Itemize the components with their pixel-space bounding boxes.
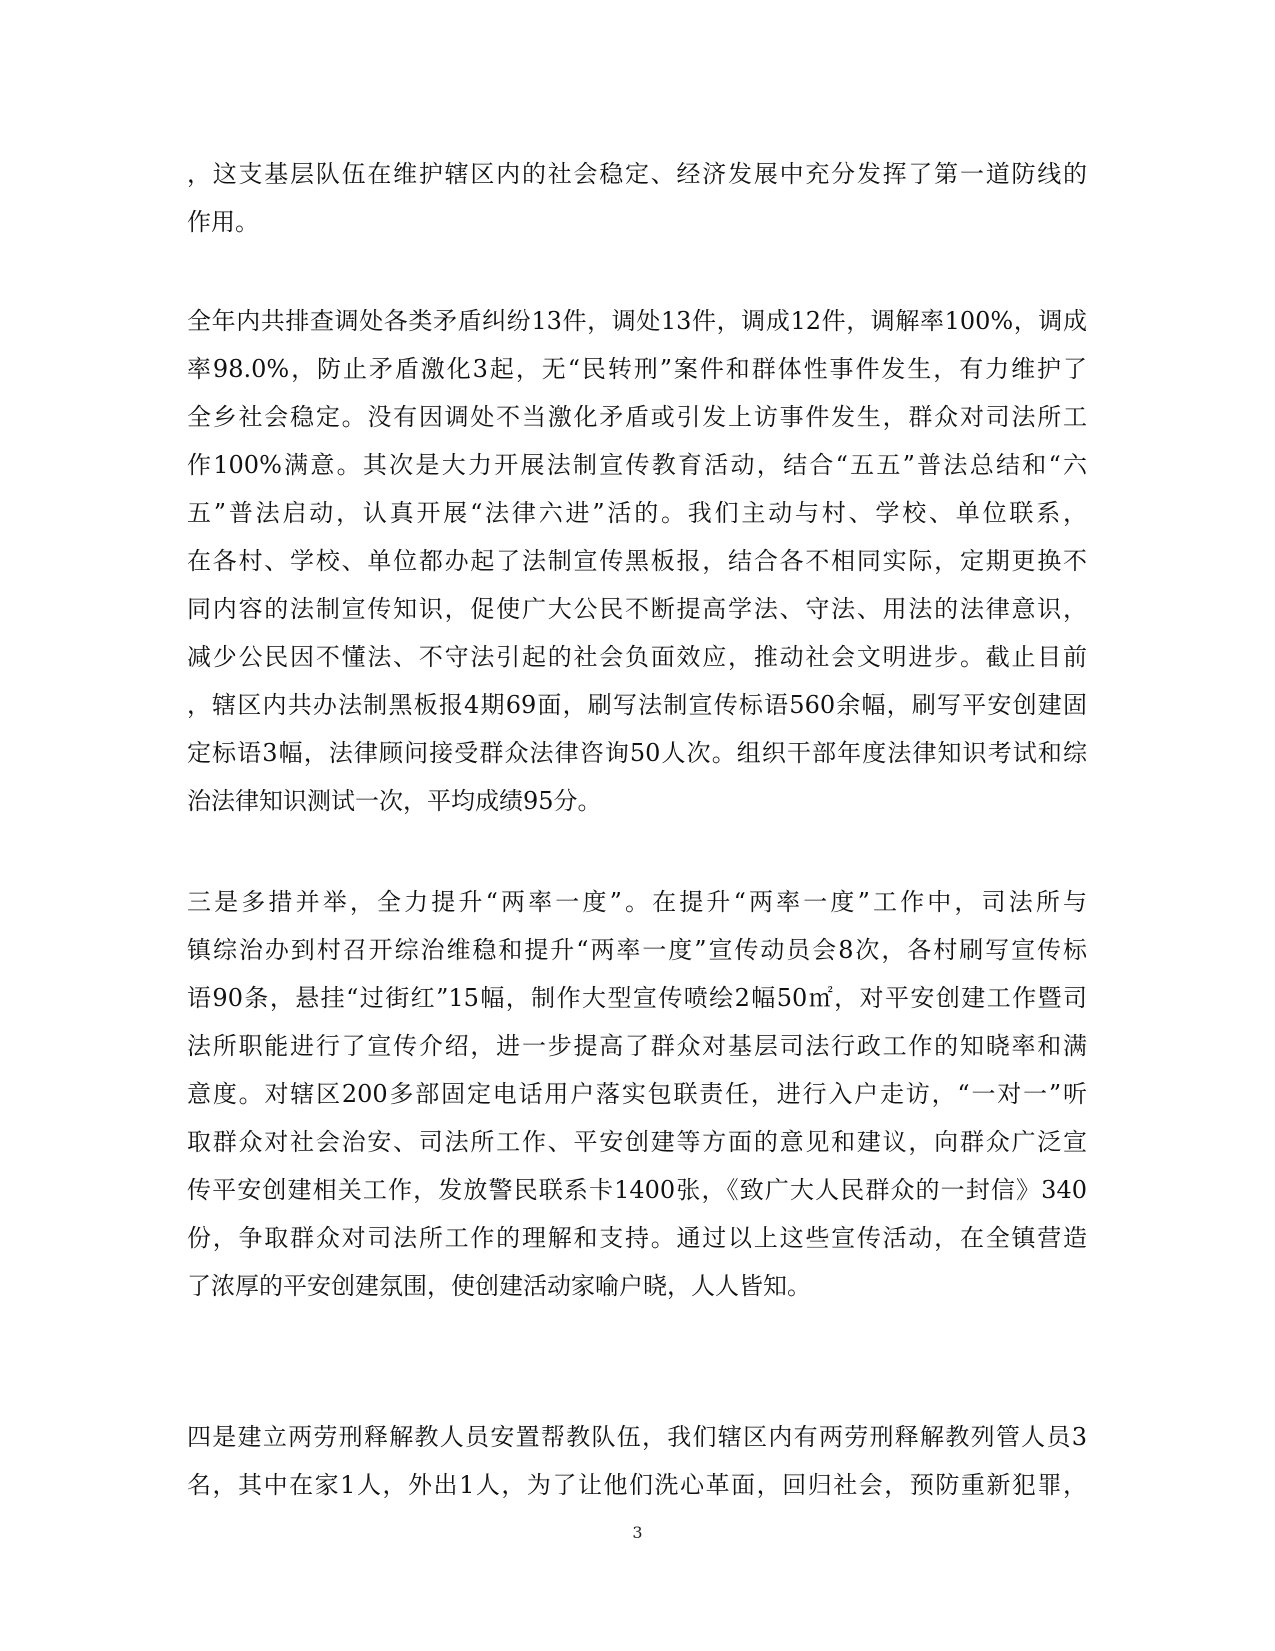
text-line: ，辖区内共办法制黑板报4期69面，刷写法制宣传标语560余幅，刷写平安创建固 bbox=[187, 691, 1087, 719]
paragraph-1 bbox=[187, 150, 1087, 246]
text-line: 作100%满意。其次是大力开展法制宣传教育活动，结合“五五”普法总结和“六 bbox=[187, 451, 1087, 479]
text-line: 传平安创建相关工作，发放警民联系卡1400张，《致广大人民群众的一封信》340 bbox=[187, 1176, 1087, 1204]
text-line: 意度。对辖区200多部固定电话用户落实包联责任，进行入户走访，“一对一”听 bbox=[187, 1080, 1087, 1108]
text-line: 语90条，悬挂“过街红”15幅，制作大型宣传喷绘2幅50㎡，对平安创建工作暨司 bbox=[187, 984, 1087, 1012]
text-line: 治法律知识测试一次，平均成绩95分。 bbox=[187, 787, 602, 815]
text-line: 法所职能进行了宣传介绍，进一步提高了群众对基层司法行政工作的知晓率和满 bbox=[187, 1032, 1087, 1060]
text-line: 四是建立两劳刑释解教人员安置帮教队伍，我们辖区内有两劳刑释解教列管人员3 bbox=[187, 1423, 1087, 1451]
text-line: 定标语3幅，法律顾问接受群众法律咨询50人次。组织干部年度法律知识考试和综 bbox=[187, 739, 1087, 767]
text-line: 五”普法启动，认真开展“法律六进”活的。我们主动与村、学校、单位联系， bbox=[187, 499, 1087, 527]
text-line: 份，争取群众对司法所工作的理解和支持。通过以上这些宣传活动，在全镇营造 bbox=[187, 1224, 1087, 1252]
text-line: 取群众对社会治安、司法所工作、平安创建等方面的意见和建议，向群众广泛宣 bbox=[187, 1128, 1087, 1156]
text-line: 率98.0%，防止矛盾激化3起，无“民转刑”案件和群体性事件发生，有力维护了 bbox=[187, 355, 1087, 383]
text-line: 减少公民因不懂法、不守法引起的社会负面效应，推动社会文明进步。截止目前 bbox=[187, 643, 1087, 671]
text-line: ，这支基层队伍在维护辖区内的社会稳定、经济发展中充分发挥了第一道防线的 bbox=[187, 160, 1087, 188]
paragraph-4 bbox=[187, 1413, 1087, 1509]
text-line: 同内容的法制宣传知识，促使广大公民不断提高学法、守法、用法的法律意识， bbox=[187, 595, 1087, 623]
paragraph-2 bbox=[187, 297, 1087, 825]
paragraph-3 bbox=[187, 878, 1087, 1310]
text-line: 全乡社会稳定。没有因调处不当激化矛盾或引发上访事件发生，群众对司法所工 bbox=[187, 403, 1087, 431]
text-line: 全年内共排查调处各类矛盾纠纷13件，调处13件，调成12件，调解率100%，调成 bbox=[187, 307, 1087, 335]
text-line: 在各村、学校、单位都办起了法制宣传黑板报，结合各不相同实际，定期更换不 bbox=[187, 547, 1087, 575]
text-line: 镇综治办到村召开综治维稳和提升“两率一度”宣传动员会8次，各村刷写宣传标 bbox=[187, 936, 1087, 964]
page-number: 3 bbox=[632, 1523, 643, 1542]
text-line: 三是多措并举，全力提升“两率一度”。在提升“两率一度”工作中，司法所与 bbox=[187, 888, 1087, 916]
text-line: 名，其中在家1人，外出1人，为了让他们洗心革面，回归社会，预防重新犯罪， bbox=[187, 1471, 1087, 1499]
text-line: 作用。 bbox=[187, 208, 259, 236]
text-line: 了浓厚的平安创建氛围，使创建活动家喻户晓，人人皆知。 bbox=[187, 1272, 811, 1300]
